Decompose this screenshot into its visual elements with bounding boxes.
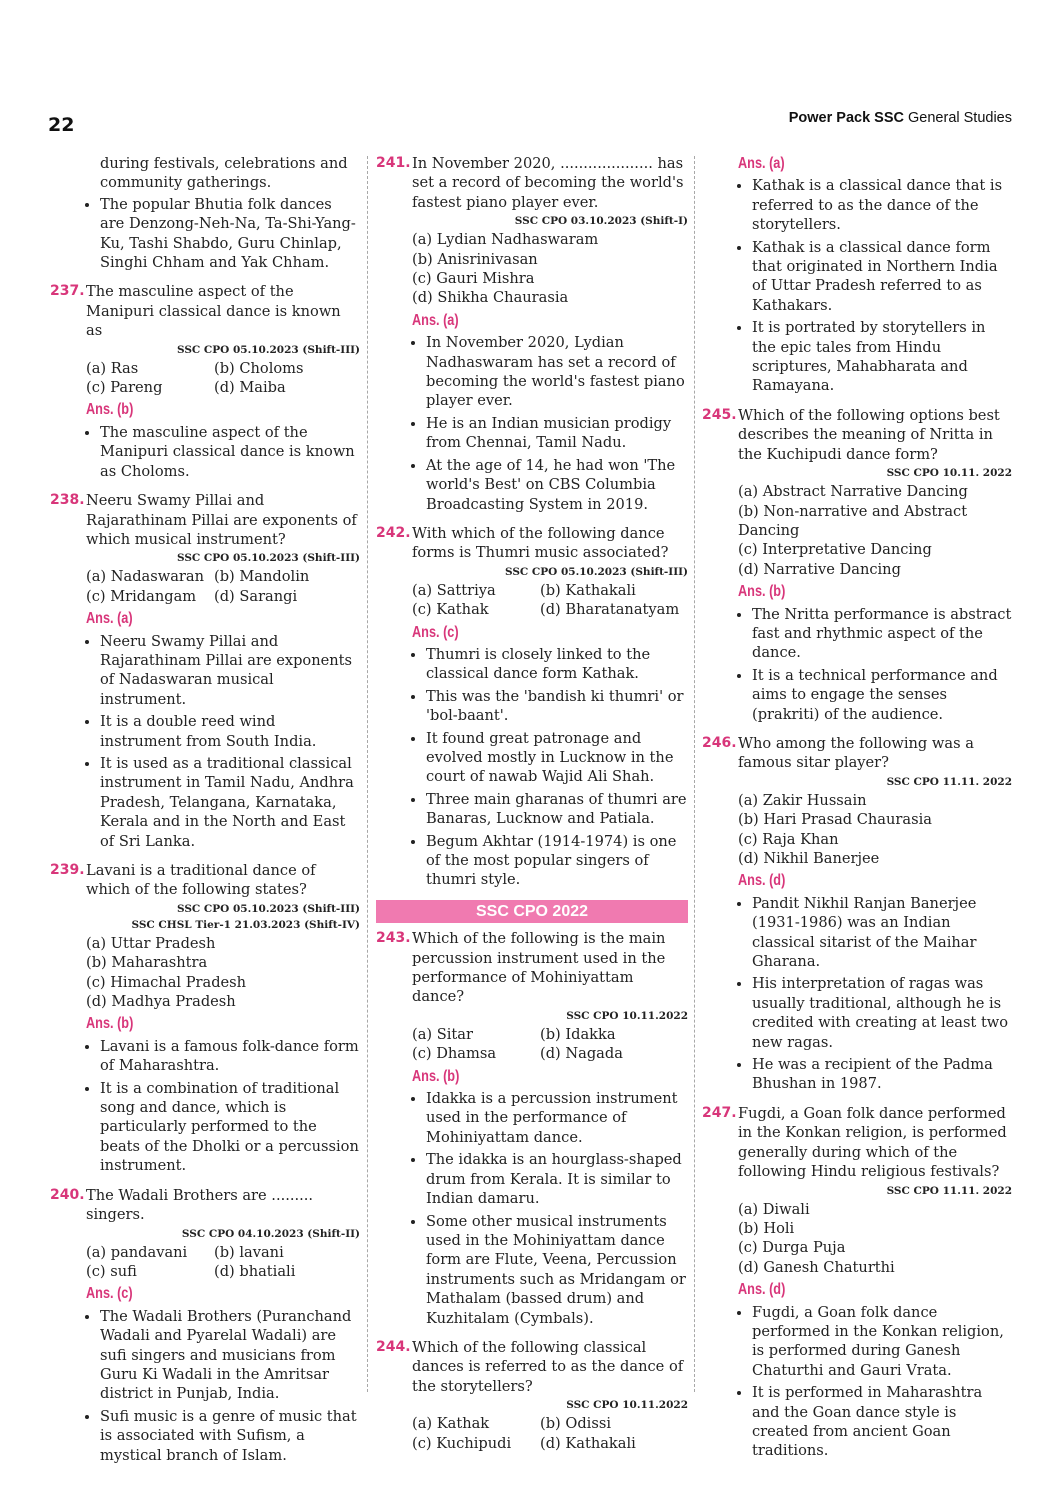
exam-source: SSC CPO 11.11. 2022 [886,775,1012,788]
question-text: Who among the following was a famous sitar player? [738,734,974,772]
option: (b) lavani [214,1243,284,1261]
question-text: With which of the following dance forms is Thumri music associated? [412,524,669,562]
exam-source: SSC CPO 04.10.2023 (Shift-II) [181,1227,360,1240]
option: (b) Choloms [214,359,304,377]
explanation-item: • It is portrated by storytellers in the epic tales from Hindu scriptures, Mahabharata and Ramayana. [752,318,1012,396]
option: (b) Anisrinivasan [412,250,538,268]
question-246 [702,734,1012,1094]
options [412,581,688,620]
exam-source: SSC CPO 10.11.2022 [566,1399,688,1412]
option: (c) sufi [86,1262,137,1280]
explanation-item: • Lavani is a famous folk-dance form of Maharashtra. [100,1037,360,1076]
explanation-item: • It is performed in Maharashtra and the Goan dance style is created from ancient Goan traditions. [752,1383,1012,1461]
question-text: Lavani is a traditional dance of which of the following states? [86,862,316,899]
exam-source: SSC CPO 03.10.2023 (Shift-I) [514,215,688,228]
answer: Ans. (b) [86,401,134,419]
question-text: Which of the following options best describes the meaning of Nritta in the Kuchipudi dance form? [738,406,1000,463]
option: (d) Kathakali [540,1434,636,1452]
answer: Ans. (a) [86,610,133,628]
question-240 [50,1186,360,1465]
column-divider [367,156,368,1392]
question-number: 237. [50,283,85,300]
option: (c) Kathak [412,601,489,619]
explanation-item: • Thumri is closely linked to the classical dance form Kathak. [426,645,688,684]
options [412,1414,688,1453]
book-title-rest: General Studies [908,110,1012,126]
answer: Ans. (c) [86,1285,133,1303]
question-text: Which of the following is the main percussion instrument used in the performance of Mohiniyattam dance? [412,930,666,1006]
explanation-item: • Neeru Swamy Pillai and Rajarathinam Pillai are exponents of Nadaswaran musical instrument. [100,632,360,710]
option: (d) Madhya Pradesh [86,993,236,1011]
question-number: 241. [376,155,411,171]
question-242 [376,524,688,890]
exam-source: SSC CPO 05.10.2023 (Shift-III) [176,902,360,915]
option: (d) Narrative Dancing [738,560,901,578]
options [738,482,1012,579]
continued-line: during festivals, celebrations and community gatherings. [100,155,348,192]
list-item: • The popular Bhutia folk dances are Denzong-Neh-Na, Ta-Shi-Yang-Ku, Tashi Shabdo, Guru Chinlap, Singhi Chham and Yak Chham. [100,195,360,273]
option: (b) Mandolin [214,568,310,586]
option: (d) Nikhil Banerjee [738,850,880,867]
answer: Ans. (d) [738,872,786,890]
option: (c) Pareng [86,379,163,397]
question-244 [376,1338,688,1453]
book-title [789,110,1012,126]
question-number: 246. [702,734,737,751]
explanation-item: • This was the 'bandish ki thumri' or 'bol-baant'. [426,687,688,726]
question-number: 239. [50,862,85,878]
question-text: Fugdi, a Goan folk dance performed in the Konkan religion, is performed generally during which of the following Hindu religious festivals? [738,1104,1007,1181]
question-text: Neeru Swamy Pillai and Rajarathinam Pillai are exponents of which musical instrument? [86,492,357,548]
options [86,1243,360,1282]
question-number: 243. [376,930,411,947]
column-1 [50,154,360,1475]
option: (a) Ras [86,359,139,377]
option: (b) Kathakali [540,581,636,599]
explanation-item: • His interpretation of ragas was usually traditional, although he is credited with creating at least two new ragas. [752,974,1012,1052]
option: (d) Sarangi [214,587,298,605]
option: (c) Kuchipudi [412,1434,512,1452]
question-239 [50,861,360,1176]
continued-text [100,154,360,193]
option: (d) Maiba [214,379,286,397]
option: (a) Kathak [412,1415,490,1433]
explanation-item: • In November 2020, Lydian Nadhaswaram has set a record of becoming the world's fastest piano player ever. [426,333,688,411]
question-text: The masculine aspect of the Manipuri classical dance is known as [86,283,341,340]
question-number: 247. [702,1104,737,1121]
answer: Ans. (b) [412,1067,460,1085]
question-237 [50,282,360,481]
option: (b) Hari Prasad Chaurasia [738,811,932,829]
explanation-item: • Three main gharanas of thumri are Banaras, Lucknow and Patiala. [426,790,688,829]
explanation-item: • The masculine aspect of the Manipuri classical dance is known as Choloms. [100,423,360,481]
answer: Ans. (d) [738,1281,786,1299]
options [738,791,1012,869]
option: (d) Shikha Chaurasia [412,289,569,307]
option: (d) bhatiali [214,1262,296,1280]
explanation-item: • Begum Akhtar (1914-1974) is one of the most popular singers of thumri style. [426,832,688,890]
answer-244 [702,154,1012,396]
option: (c) Mridangam [86,587,197,605]
option: (a) Sitar [412,1025,473,1043]
explanation-item: • Some other musical instruments used in the Mohiniyattam dance form are Flute, Veena, Percussion instruments such as Mridangam or Mathalam (bassed drum) and Kuzhitalam (Cymbals). [426,1212,688,1328]
explanation-item: • Pandit Nikhil Ranjan Banerjee (1931-1986) was an Indian classical sitarist of the Maihar Gharana. [752,894,1012,972]
exam-source: SSC CPO 05.10.2023 (Shift-III) [176,552,360,565]
answer: Ans. (b) [86,1015,134,1033]
question-number: 242. [376,524,411,541]
explanation-item: • It is a technical performance and aims to engage the senses (prakriti) of the audience. [752,666,1012,724]
book-title-bold: Power Pack SSC [788,110,904,126]
options [86,934,360,1012]
options [86,567,360,606]
exam-source: SSC CPO 11.11. 2022 [886,1184,1012,1197]
explanation-item: • It found great patronage and evolved mostly in Lucknow in the court of nawab Wajid Ali Shah. [426,729,688,787]
page-number: 22 [48,114,75,136]
option: (a) Diwali [738,1200,810,1218]
question-245 [702,406,1012,724]
question-number: 244. [376,1338,411,1355]
question-247 [702,1104,1012,1461]
section-band: SSC CPO 2022 [376,900,688,923]
option: (a) Lydian Nadhaswaram [412,231,599,249]
question-text: In November 2020, .................... has set a record of becoming the world's fastest piano player ever. [412,155,684,211]
option: (c) Dhamsa [412,1045,497,1063]
options [412,230,688,308]
option: (c) Himachal Pradesh [86,973,247,991]
option: (b) Idakka [540,1025,616,1043]
exam-source: SSC CPO 10.11. 2022 [886,467,1012,480]
answer: Ans. (c) [412,623,459,641]
option: (c) Interpretative Dancing [738,541,932,559]
explanation-item: • He was a recipient of the Padma Bhushan in 1987. [752,1055,1012,1094]
question-238 [50,491,360,851]
answer: Ans. (a) [738,155,785,172]
option: (a) Abstract Narrative Dancing [738,483,968,501]
explanation-item: • Kathak is a classical dance form that originated in Northern India of Uttar Pradesh referred to as Kathakars. [752,238,1012,316]
column-3 [702,154,1012,1471]
explanation-item: • The Nritta performance is abstract fast and rhythmic aspect of the dance. [752,605,1012,663]
options [738,1200,1012,1278]
explanation-item: • Fugdi, a Goan folk dance performed in the Konkan religion, is performed during Ganesh Chaturthi and Gauri Vrata. [752,1303,1012,1381]
exam-source: SSC CHSL Tier-1 21.03.2023 (Shift-IV) [131,918,360,931]
explanation-item: • It is used as a traditional classical instrument in Tamil Nadu, Andhra Pradesh, Telangana, Karnataka, Kerala and in the North and East of Sri Lanka. [100,754,360,851]
explanation-item: • Sufi music is a genre of music that is associated with Sufism, a mystical branch of Islam. [100,1407,360,1465]
explanation-item: • The Wadali Brothers (Puranchand Wadali and Pyarelal Wadali) are sufi singers and musicians from Guru Ki Wadali in the Amritsar district in Punjab, India. [100,1307,360,1404]
column-divider [694,156,695,1392]
option: (c) Gauri Mishra [412,270,535,288]
option: (d) Ganesh Chaturthi [738,1258,895,1276]
explanation-item: • At the age of 14, he had won 'The world's Best' on CBS Columbia Broadcasting System in 2019. [426,456,688,514]
explanation-item: • Kathak is a classical dance that is referred to as the dance of the storytellers. [752,176,1012,234]
option: (a) Nadaswaran [86,568,204,586]
explanation-item: • It is a combination of traditional song and dance, which is particularly performed to the beats of the Dholki or a percussion instrument. [100,1079,360,1176]
exam-source: SSC CPO 05.10.2023 (Shift-III) [176,343,360,356]
answer: Ans. (a) [412,311,459,329]
option: (a) Sattriya [412,581,496,599]
option: (b) Odissi [540,1415,611,1433]
option: (b) Holi [738,1219,795,1237]
question-243 [376,929,688,1328]
explanation-item: • Idakka is a percussion instrument used in the performance of Mohiniyattam dance. [426,1089,688,1147]
question-text: Which of the following classical dances is referred to as the dance of the storytellers? [412,1338,684,1395]
option: (d) Nagada [540,1045,623,1063]
options [86,359,360,398]
column-2 [376,154,688,1463]
option: (d) Bharatanatyam [540,601,680,619]
option: (c) Raja Khan [738,830,839,848]
option: (a) Zakir Hussain [738,791,867,809]
option: (a) pandavani [86,1243,188,1261]
explanation-item: • It is a double reed wind instrument from South India. [100,712,360,751]
option: (b) Non-narrative and Abstract Dancing [738,502,968,539]
option: (c) Durga Puja [738,1239,846,1257]
option: (b) Maharashtra [86,954,208,972]
explanation-item: • The idakka is an hourglass-shaped drum from Kerala. It is similar to Indian damaru. [426,1150,688,1208]
question-241 [376,154,688,514]
options [412,1025,688,1064]
explanation-item: • He is an Indian musician prodigy from Chennai, Tamil Nadu. [426,414,688,453]
exam-source: SSC CPO 10.11.2022 [566,1009,688,1022]
question-number: 238. [50,492,85,509]
question-number: 240. [50,1186,85,1203]
answer: Ans. (b) [738,583,786,601]
question-text: The Wadali Brothers are ......... singers. [86,1186,314,1224]
option: (a) Uttar Pradesh [86,934,216,952]
question-number: 245. [702,406,737,423]
exam-source: SSC CPO 05.10.2023 (Shift-III) [504,565,688,578]
